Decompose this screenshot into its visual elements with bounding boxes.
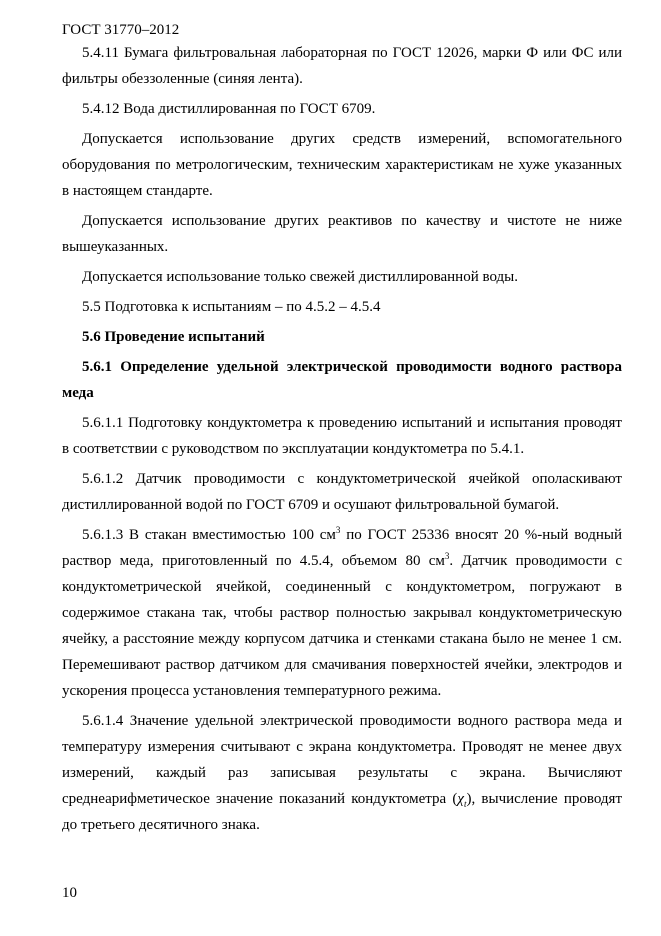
paragraph-5-6-1-4 <box>62 708 622 838</box>
p5613-text-3: . Датчик проводимости с кондуктометрической ячейкой, соединенный с кондуктометром, погружают в содержимое стакана так, чтобы раствор полностью закрывал кондуктометрическую ячейку, а расстояние между корпусом датчика и стенками стакана было не менее 1 см. Перемешивают раствор датчиком для смачивания поверхностей ячейки, электродов и ускорения процесса установления температурного режима. <box>62 553 622 699</box>
document-header: ГОСТ 31770–2012 <box>62 22 180 38</box>
p5613-superscript-2: 3 <box>444 551 450 561</box>
paragraph-5-6-1-3 <box>62 522 622 704</box>
p5613-text-2: по ГОСТ 25336 вносят 20 %-ный водный раствор меда, приготовленный по 4.5.4, объемом 80 см <box>62 527 623 569</box>
paragraph-allowance-instruments: Допускается использование других средств измерений, вспомогательного оборудования по метрологическим, техническим характеристикам не хуже указанных в настоящем стандарте. <box>62 131 622 199</box>
p5613-superscript-1: 3 <box>335 525 341 535</box>
page-content <box>62 40 622 838</box>
page-number: 10 <box>62 885 77 901</box>
paragraph-allowance-reagents: Допускается использование других реактивов по качеству и чистоте не ниже вышеуказанных. <box>62 213 622 255</box>
paragraph-5-6-1-2: 5.6.1.2 Датчик проводимости с кондуктометрической ячейкой ополаскивают дистиллированной водой по ГОСТ 6709 и осушают фильтровальной бумагой. <box>62 471 622 513</box>
paragraph-5-5: 5.5 Подготовка к испытаниям – по 4.5.2 – 4.5.4 <box>82 299 381 315</box>
paragraph-5-6-1-1: 5.6.1.1 Подготовку кондуктометра к проведению испытаний и испытания проводят в соответствии с руководством по эксплуатации кондуктометра по 5.4.1. <box>62 415 622 457</box>
paragraph-allowance-water: Допускается использование только свежей дистиллированной воды. <box>82 269 518 285</box>
subsection-heading-5-6-1: 5.6.1 Определение удельной электрической проводимости водного раствора меда <box>62 359 622 401</box>
p5614-text-2: ), вычисление проводят до третьего десятичного знака. <box>62 791 623 833</box>
p5614-text-1: 5.6.1.4 Значение удельной электрической проводимости водного раствора меда и температуру измерения считывают с экрана кондуктометра. Проводят не менее двух измерений, каждый раз записывая результаты с экрана. Вычисляют среднеарифметическое значение показаний кондуктометра ( <box>62 713 622 807</box>
chi-subscript: t <box>463 799 467 809</box>
p5613-text-1: 5.6.1.3 В стакан вместимостью 100 см <box>82 527 336 543</box>
section-heading-5-6: 5.6 Проведение испытаний <box>82 329 265 345</box>
paragraph-5-4-12: 5.4.12 Вода дистиллированная по ГОСТ 6709. <box>82 101 376 117</box>
paragraph-5-4-11: 5.4.11 Бумага фильтровальная лабораторная по ГОСТ 12026, марки Ф или ФС или фильтры обеззоленные (синяя лента). <box>62 45 622 87</box>
chi-symbol: χ <box>457 791 464 807</box>
